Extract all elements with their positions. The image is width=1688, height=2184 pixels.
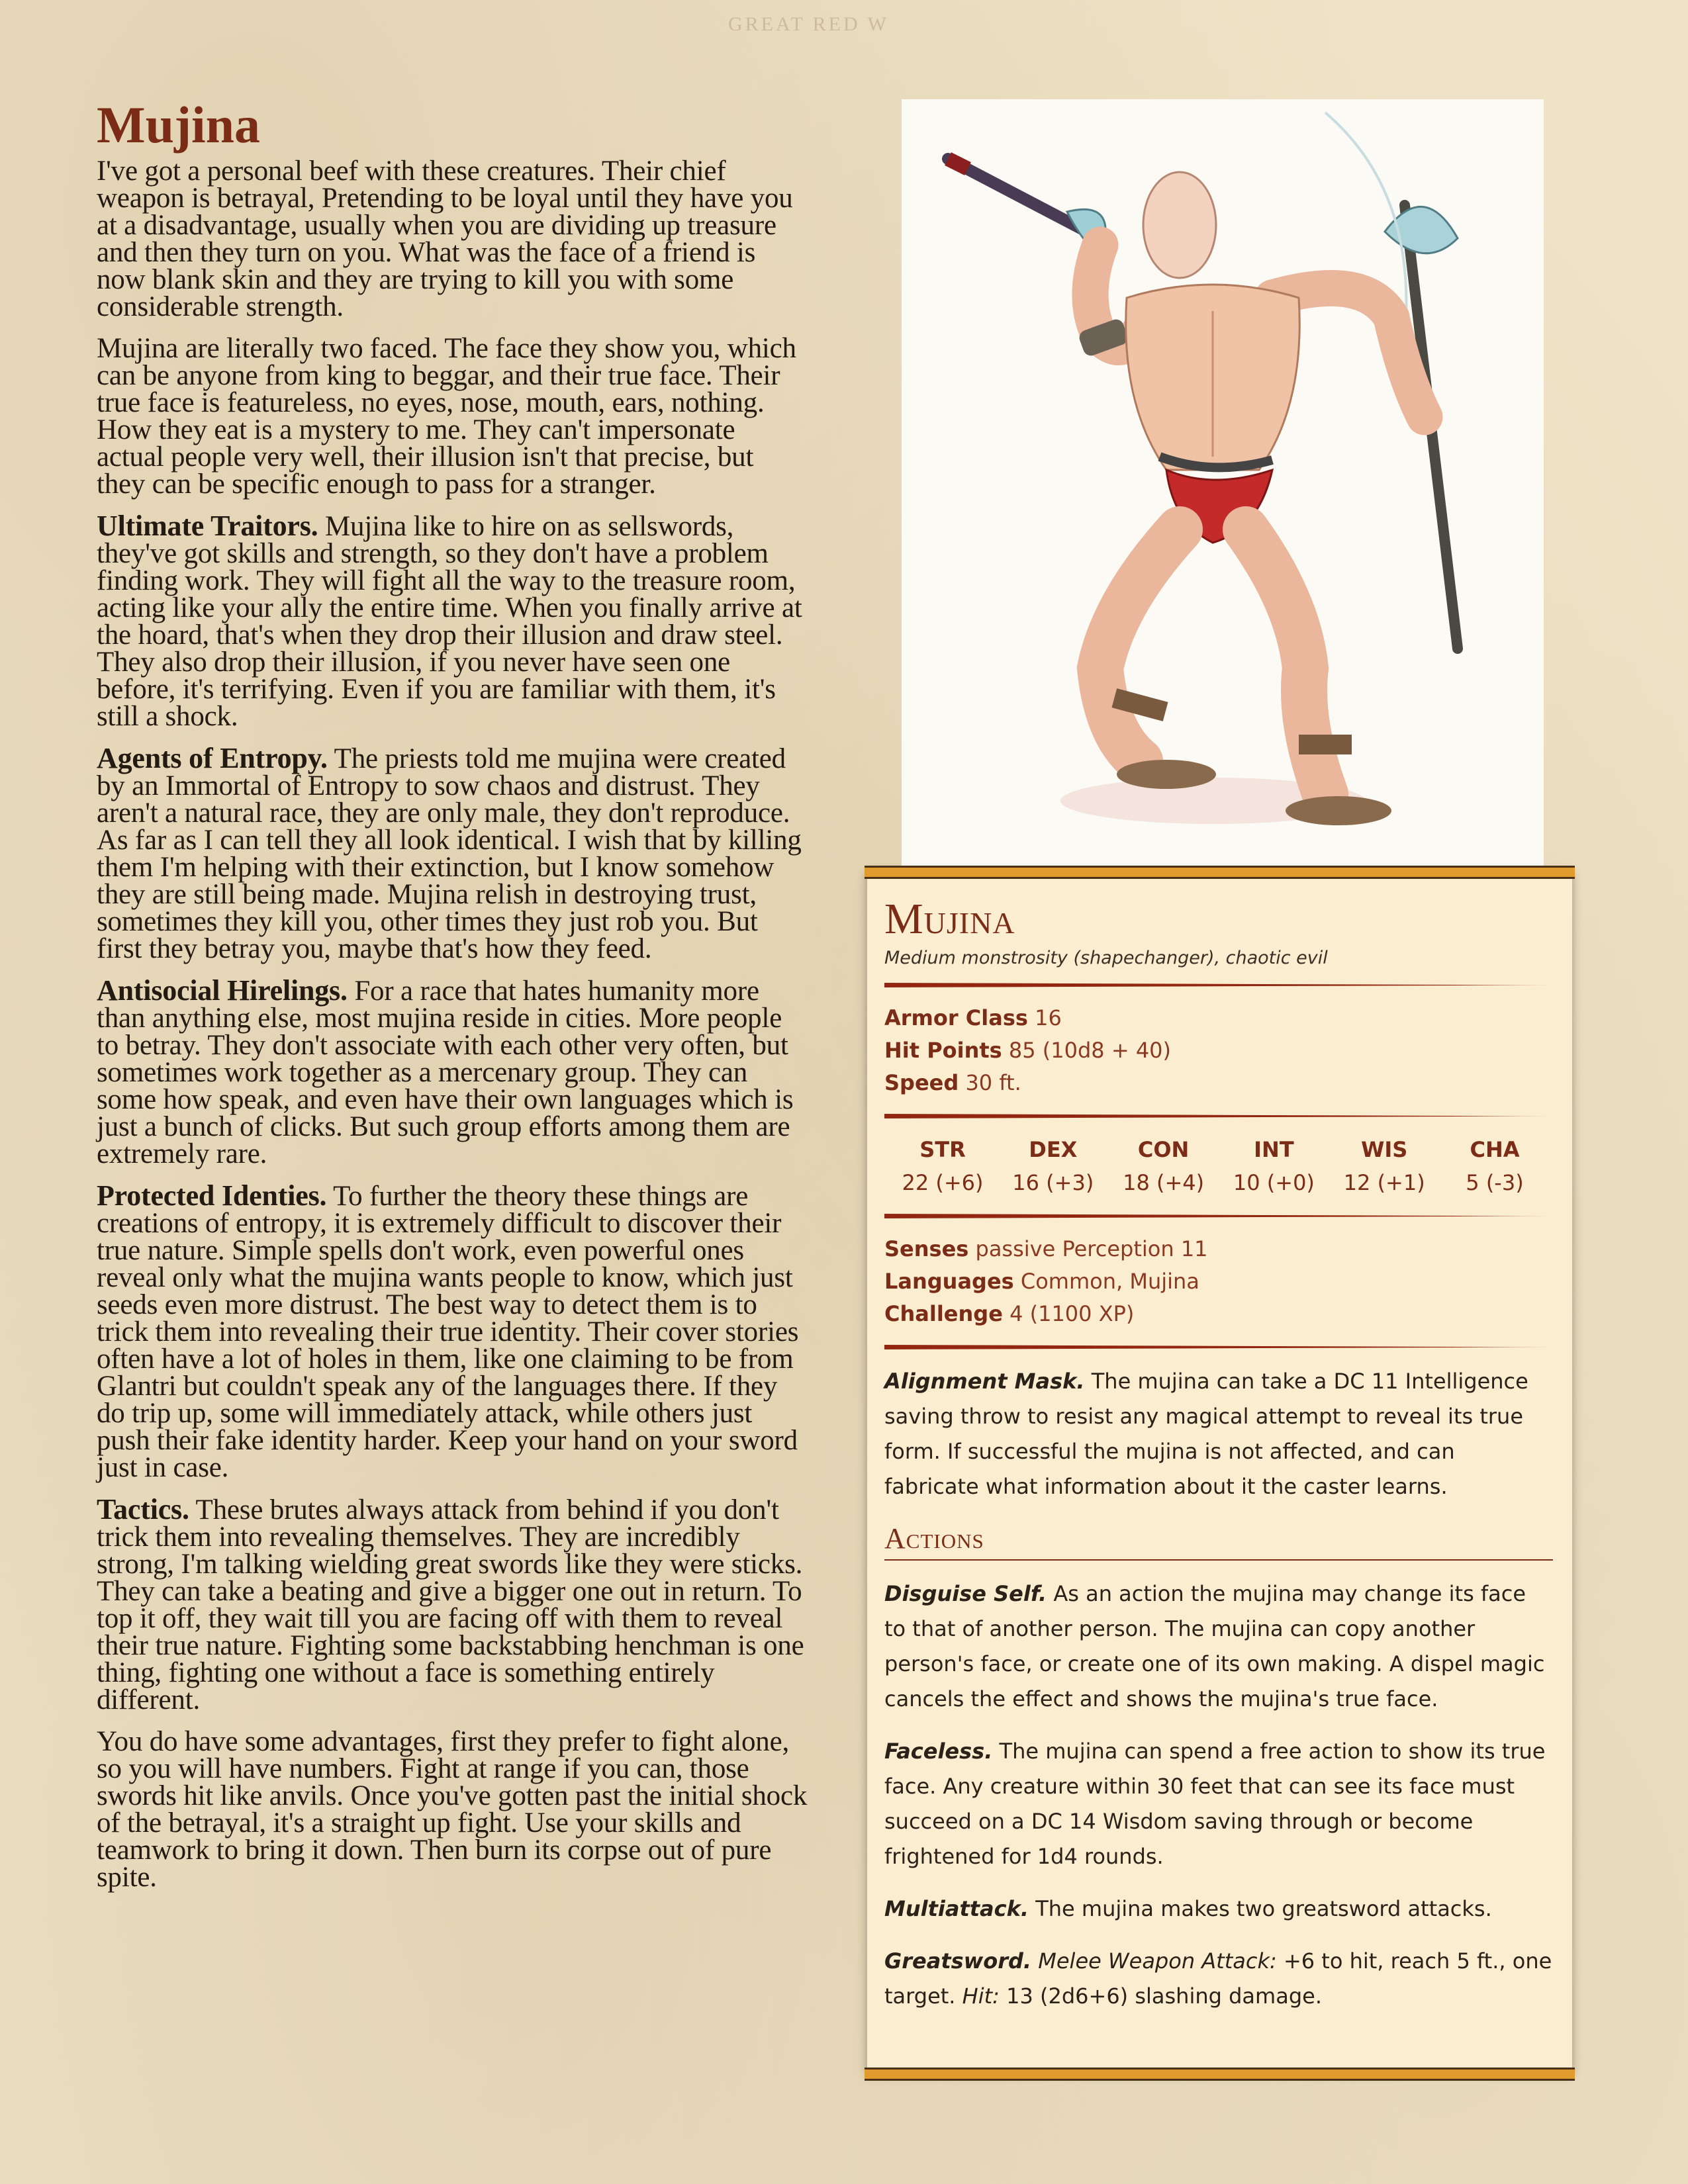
senses: Senses passive Perception 11 — [884, 1236, 1208, 1261]
mujina-figure-icon — [902, 99, 1544, 874]
ability-scores — [884, 1133, 1553, 1199]
divider — [884, 1345, 1553, 1349]
languages: Languages Common, Mujina — [884, 1269, 1199, 1294]
ability-con: CON 18 (+4) — [1123, 1137, 1205, 1195]
action-multiattack: Multiattack. The mujina makes two greatsword attacks. — [884, 1896, 1492, 1921]
trait-alignment-mask: Alignment Mask. The mujina can take a DC 11 Intelligence saving throw to resist any magical attempt to reveal its true form. If successful the mujina is not affected, and can fabricate what information about it the caster learns. — [884, 1369, 1528, 1499]
creature-type: Medium monstrosity (shapechanger), chaotic evil — [884, 948, 1328, 968]
ability-cha: CHA 5 (-3) — [1466, 1137, 1524, 1195]
paragraph-heading: Ultimate Traitors. — [97, 510, 318, 542]
mujina-illustration — [902, 99, 1544, 874]
paragraph-heading: Antisocial Hirelings. — [97, 974, 348, 1007]
lore-paragraph — [97, 335, 808, 498]
divider — [884, 1214, 1553, 1218]
paragraph-heading: Protected Identies. — [97, 1179, 327, 1212]
creature-name: Mujina — [884, 895, 1015, 943]
divider — [884, 1114, 1553, 1118]
divider — [884, 983, 1553, 987]
action-greatsword: Greatsword. Melee Weapon Attack: +6 to hit, reach 5 ft., one target. Hit: 13 (2d6+6) slashing damage. — [884, 1948, 1552, 2009]
lore-paragraph — [97, 1728, 808, 1891]
lore-column — [97, 96, 808, 1905]
challenge: Challenge 4 (1100 XP) — [884, 1301, 1135, 1326]
action-faceless: Faceless. The mujina can spend a free action to show its true face. Any creature within 30 feet that can see its face must succeed on a DC 14 Wisdom saving through or become frightened for 1d4 rounds. — [884, 1739, 1546, 1869]
paragraph-text: Mujina like to hire on as sellswords, they've got skills and strength, so they don't have a problem finding work. They will fight all the way to the treasure room, acting like your ally the entire time. When you finally arrive at the hoard, that's when they drop their illusion and draw steel. They also drop their illusion, if you never have seen one before, it's terrifying. Even if you are familiar with them, it's still a shock. — [97, 511, 802, 732]
lore-paragraph — [97, 1179, 808, 1483]
stat-block-top-bar — [865, 866, 1575, 879]
actions-heading: Actions — [884, 1522, 1553, 1561]
paragraph-text: The priests told me mujina were created by an Immortal of Entropy to sow chaos and distrust. They aren't a natural race, they are only male, they don't reproduce. As far as I can tell they all look identical. I wish that by killing them I'm helping with their extinction, but I know somehow they are still being made. Mujina relish in destroying trust, sometimes they kill you, other times they just rob you. But first they betray you, maybe that's how they feed. — [97, 743, 802, 964]
paragraph-heading: Agents of Entropy. — [97, 742, 328, 774]
action-disguise-self: Disguise Self. As an action the mujina may change its face to that of another person. The mujina can copy another person's face, or create one of its own making. A dispel magic cancels the effect and shows the mujina's true face. — [884, 1581, 1545, 1711]
lore-paragraph — [97, 1493, 808, 1715]
ability-int: INT 10 (+0) — [1233, 1137, 1315, 1195]
stat-block — [867, 872, 1572, 2074]
armor-class: Armor Class 16 — [884, 1005, 1062, 1030]
stat-block-bottom-bar — [865, 2068, 1575, 2081]
paragraph-text: Mujina are literally two faced. The face they show you, which can be anyone from king to beggar, and their true face. Their true face is featureless, no eyes, nose, mouth, ears, nothing. How they eat is a mystery to me. They can't impersonate actual people very well, their illusion isn't that precise, but they can be specific enough to pass for a stranger. — [97, 333, 796, 500]
paragraph-heading: Tactics. — [97, 1493, 189, 1525]
map-background-text: GREAT RED W — [728, 13, 889, 35]
lore-paragraph — [97, 512, 808, 730]
lore-paragraph — [97, 974, 808, 1169]
page-title: Mujina — [97, 96, 261, 154]
hit-points: Hit Points 85 (10d8 + 40) — [884, 1038, 1172, 1063]
paragraph-text: These brutes always attack from behind if you don't trick them into revealing themselves. They are incredibly strong, I'm talking wielding great swords like they were sticks. They can take a beating and give a bigger one out in return. To top it off, they wait till you are facing off with them to reveal their true nature. Fighting some backstabbing henchman is one thing, fighting one without a face is something entirely different. — [97, 1494, 804, 1715]
paragraph-text: For a race that hates humanity more than anything else, most mujina reside in cities. More people to betray. They don't associate with each other very often, but sometimes work together as a mercenary group. They can some how speak, and even have their own languages which is just a bunch of clicks. But such group efforts among them are extremely rare. — [97, 976, 794, 1169]
paragraph-text: To further the theory these things are creations of entropy, it is extremely difficult to discover their true nature. Simple spells don't work, even powerful ones reveal only what the mujina wants people to know, which just seeds even more distrust. The best way to detect them is to trick them into revealing their true identity. Their cover stories often have a lot of holes in them, like one claiming to be from Glantri but couldn't speak any of the languages there. If they do trip up, some will immediately attack, while others just push their fake identity harder. Keep your hand on your sword just in case. — [97, 1181, 799, 1483]
lore-paragraph — [97, 158, 808, 320]
ability-dex: DEX 16 (+3) — [1012, 1137, 1094, 1195]
paragraph-text: I've got a personal beef with these creatures. Their chief weapon is betrayal, Pretending to be loyal until they have you at a disadvantage, usually when you are dividing up treasure and then they turn on you. What was the face of a friend is now blank skin and they are trying to kill you with some considerable strength. — [97, 156, 793, 322]
speed: Speed 30 ft. — [884, 1070, 1021, 1095]
paragraph-text: You do have some advantages, first they prefer to fight alone, so you will have numbers. Fight at range if you can, those swords hit like anvils. Once you've gotten past the initial shock of the betrayal, it's a straight up fight. Use your skills and teamwork to bring it down. Then burn its corpse out of pure spite. — [97, 1726, 808, 1893]
lore-paragraphs — [97, 158, 808, 1891]
lore-paragraph — [97, 742, 808, 964]
ability-str: STR 22 (+6) — [902, 1137, 984, 1195]
ability-wis: WIS 12 (+1) — [1343, 1137, 1425, 1195]
